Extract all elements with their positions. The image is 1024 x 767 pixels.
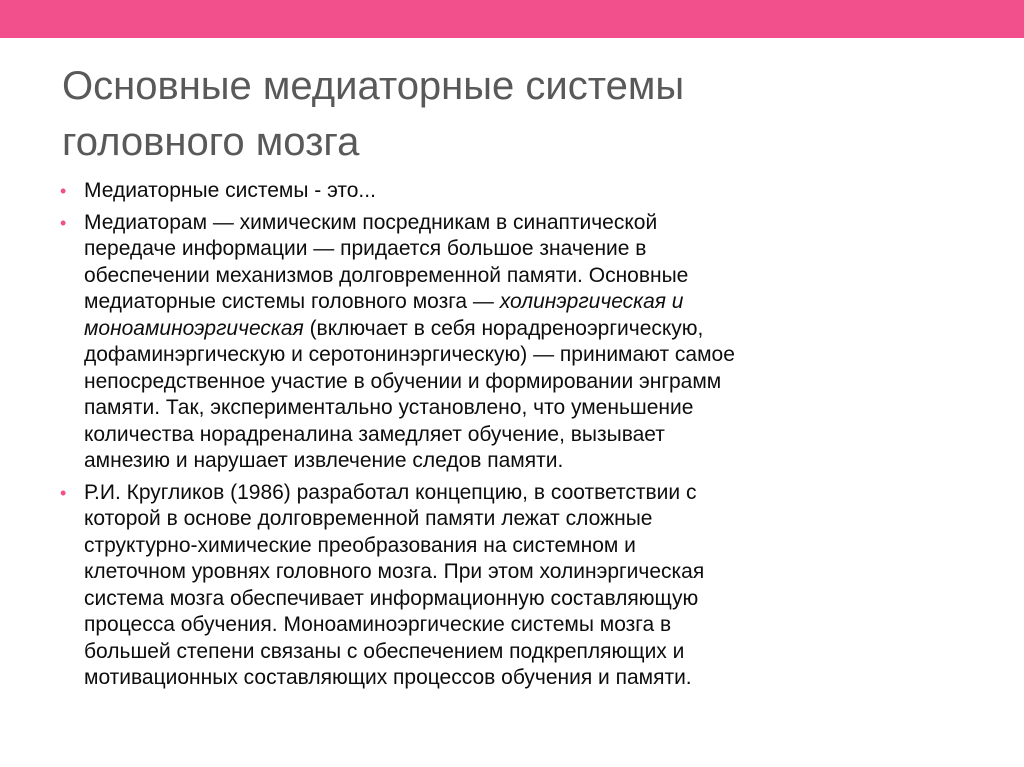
bullet-icon: • [60, 482, 67, 503]
bullet-icon: • [60, 181, 67, 201]
slide-title [62, 58, 962, 170]
bullet-line: амнезию и нарушает извлечение следов памяти. [84, 449, 564, 472]
bullet-line: процесса обучения. Моноаминоэргические системы мозга в [84, 613, 672, 636]
title-line-1: Основные медиаторные системы [62, 64, 685, 108]
bullet-line: структурно-химические преобразования на системном и [84, 533, 636, 557]
bullet-line [84, 316, 963, 343]
italic-term: холинэргическая и [499, 290, 684, 313]
bullet-line [84, 289, 963, 316]
bullet-line: обеспечении механизмов долговременной памяти. Основные [84, 263, 689, 287]
bullet-list [58, 178, 963, 697]
bullet-text: (включает в себя норадреноэргическую, [303, 316, 704, 340]
bullet-line: клеточном уровнях головного мозга. При этом холинэргическая [84, 560, 705, 583]
bullet-icon: • [60, 212, 67, 233]
bullet-line: Медиаторам — химическим посредникам в синаптической [84, 210, 658, 234]
italic-term: моноаминоэргическая [84, 316, 304, 340]
bullet-line: система мозга обеспечивает информационную составляющую [84, 586, 699, 610]
top-accent-bar [0, 0, 1024, 38]
title-line-2: головного мозга [62, 120, 360, 164]
bullet-line: Р.И. Кругликов (1986) разработал концепцию, в соответствии с [84, 480, 697, 504]
bullet-line: непосредственное участие в обучении и формировании энграмм [84, 369, 722, 393]
bullet-line: дофаминэргическую и серотонинэргическую) — принимают самое [84, 343, 735, 366]
bullet-line: передаче информации — придается большое значение в [84, 237, 647, 260]
bullet-item-1 [58, 178, 963, 205]
bullet-item-3 [58, 480, 963, 692]
bullet-line: мотивационных составляющих процессов обучения и памяти. [84, 666, 692, 689]
bullet-text: медиаторные системы головного мозга — [84, 290, 500, 313]
bullet-line: которой в основе долговременной памяти лежат сложные [84, 507, 653, 530]
bullet-line: памяти. Так, экспериментально установлено, что уменьшение [84, 396, 694, 419]
bullet-item-2 [58, 210, 963, 475]
bullet-line: количества норадреналина замедляет обучение, вызывает [84, 422, 665, 446]
bullet-line: Медиаторные системы - это... [84, 179, 376, 202]
bullet-line: большей степени связаны с обеспечением подкрепляющих и [84, 639, 685, 663]
